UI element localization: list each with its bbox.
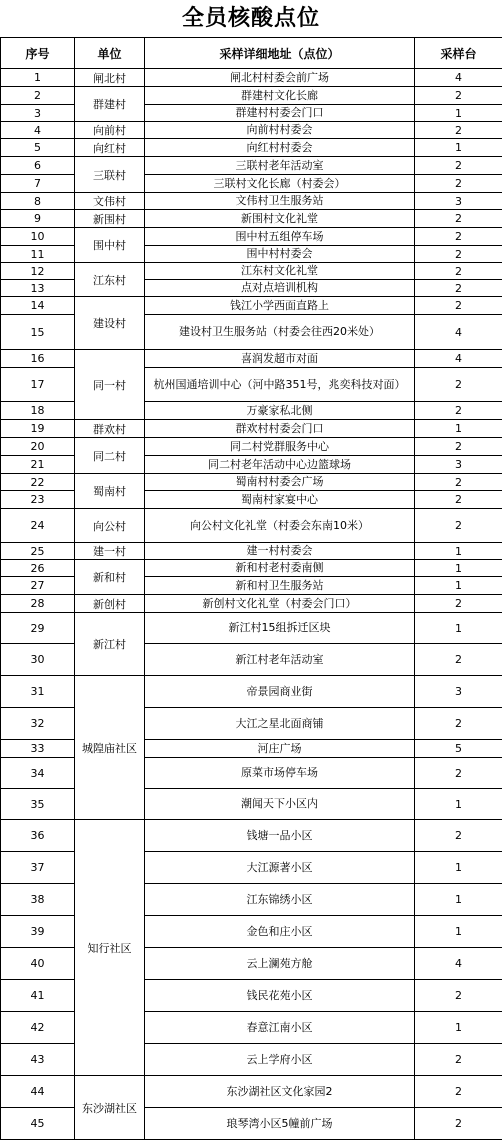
row-number: 19 [1, 420, 75, 438]
row-number: 45 [1, 1108, 75, 1140]
table-row [1, 157, 502, 175]
sampling-address: 群建村文化长廊 [145, 87, 415, 105]
sampling-address: 新围村文化礼堂 [145, 210, 415, 228]
row-number: 42 [1, 1012, 75, 1044]
sampling-station-count: 2 [415, 280, 502, 297]
row-number: 39 [1, 916, 75, 948]
row-number: 6 [1, 157, 75, 175]
unit-name: 城隍庙社区 [75, 676, 145, 820]
row-number: 1 [1, 69, 75, 87]
row-number: 17 [1, 368, 75, 402]
unit-name: 三联村 [75, 157, 145, 193]
row-number: 36 [1, 820, 75, 852]
table-row [1, 297, 502, 315]
sampling-address: 群建村村委会门口 [145, 105, 415, 122]
row-number: 20 [1, 438, 75, 456]
sampling-address: 万豪家私北侧 [145, 402, 415, 420]
sampling-address: 江东村文化礼堂 [145, 263, 415, 280]
sampling-station-count: 2 [415, 87, 502, 105]
row-number: 11 [1, 246, 75, 263]
sampling-address: 潮闻天下小区内 [145, 789, 415, 820]
unit-name: 文伟村 [75, 193, 145, 210]
sampling-address: 新和村卫生服务站 [145, 577, 415, 595]
sampling-station-count: 5 [415, 740, 502, 758]
unit-name: 建一村 [75, 543, 145, 560]
sampling-station-count: 2 [415, 708, 502, 740]
unit-name: 同二村 [75, 438, 145, 474]
table-row [1, 193, 502, 210]
unit-name: 向前村 [75, 122, 145, 139]
sampling-address: 新创村文化礼堂（村委会门口） [145, 595, 415, 613]
row-number: 15 [1, 315, 75, 350]
sampling-address: 杭州国通培训中心（河中路351号，兆奕科技对面） [145, 368, 415, 402]
row-number: 21 [1, 456, 75, 474]
sampling-station-count: 1 [415, 543, 502, 560]
table-row [1, 560, 502, 577]
sampling-station-count: 1 [415, 577, 502, 595]
sampling-station-count: 2 [415, 758, 502, 789]
row-number: 28 [1, 595, 75, 613]
table-row [1, 122, 502, 139]
unit-name: 同一村 [75, 350, 145, 420]
table-row [1, 676, 502, 708]
sampling-address: 文伟村卫生服务站 [145, 193, 415, 210]
row-number: 4 [1, 122, 75, 139]
row-number: 12 [1, 263, 75, 280]
sampling-station-count: 4 [415, 948, 502, 980]
table-row [1, 1076, 502, 1108]
sampling-address: 帝景园商业街 [145, 676, 415, 708]
sampling-address: 新和村老村委南侧 [145, 560, 415, 577]
row-number: 10 [1, 228, 75, 246]
row-number: 38 [1, 884, 75, 916]
table-row [1, 595, 502, 613]
row-number: 27 [1, 577, 75, 595]
sampling-station-count: 1 [415, 916, 502, 948]
unit-name: 群欢村 [75, 420, 145, 438]
unit-name: 新和村 [75, 560, 145, 595]
sampling-address: 春意江南小区 [145, 1012, 415, 1044]
row-number: 35 [1, 789, 75, 820]
sampling-address: 金色和庄小区 [145, 916, 415, 948]
sampling-address: 群欢村村委会门口 [145, 420, 415, 438]
sampling-station-count: 2 [415, 438, 502, 456]
row-number: 26 [1, 560, 75, 577]
sampling-station-count: 1 [415, 560, 502, 577]
sampling-station-count: 2 [415, 491, 502, 509]
table-row [1, 820, 502, 852]
table-row [1, 350, 502, 368]
row-number: 44 [1, 1076, 75, 1108]
sampling-station-count: 2 [415, 228, 502, 246]
sampling-station-count: 2 [415, 297, 502, 315]
unit-name: 围中村 [75, 228, 145, 263]
sampling-station-count: 1 [415, 420, 502, 438]
sampling-station-count: 2 [415, 1076, 502, 1108]
sampling-address: 蜀南村村委会广场 [145, 474, 415, 491]
sampling-station-count: 1 [415, 613, 502, 644]
unit-name: 江东村 [75, 263, 145, 297]
row-number: 25 [1, 543, 75, 560]
sampling-address: 点对点培训机构 [145, 280, 415, 297]
row-number: 43 [1, 1044, 75, 1076]
sampling-station-count: 2 [415, 820, 502, 852]
table-row [1, 210, 502, 228]
unit-name: 东沙湖社区 [75, 1076, 145, 1140]
sampling-station-count: 2 [415, 263, 502, 280]
row-number: 41 [1, 980, 75, 1012]
sampling-address: 新江村15组拆迁区块 [145, 613, 415, 644]
sampling-address: 向公村文化礼堂（村委会东南10米） [145, 509, 415, 543]
row-number: 3 [1, 105, 75, 122]
sampling-station-count: 2 [415, 980, 502, 1012]
unit-name: 新围村 [75, 210, 145, 228]
table-row [1, 438, 502, 456]
row-number: 34 [1, 758, 75, 789]
sampling-address: 琅琴湾小区5幢前广场 [145, 1108, 415, 1140]
unit-name: 向红村 [75, 139, 145, 157]
unit-name: 新江村 [75, 613, 145, 676]
row-number: 14 [1, 297, 75, 315]
sampling-station-count: 2 [415, 1108, 502, 1140]
row-number: 37 [1, 852, 75, 884]
row-number: 32 [1, 708, 75, 740]
sampling-station-count: 2 [415, 246, 502, 263]
sampling-station-count: 1 [415, 105, 502, 122]
sampling-address: 钱塘一品小区 [145, 820, 415, 852]
row-number: 8 [1, 193, 75, 210]
sampling-address: 向前村村委会 [145, 122, 415, 139]
sampling-address: 河庄广场 [145, 740, 415, 758]
row-number: 16 [1, 350, 75, 368]
row-number: 22 [1, 474, 75, 491]
unit-name: 知行社区 [75, 820, 145, 1076]
sampling-address: 喜润发超市对面 [145, 350, 415, 368]
header-address: 采样详细地址（点位） [145, 38, 415, 69]
sampling-address: 闸北村村委会前广场 [145, 69, 415, 87]
table-row [1, 474, 502, 491]
sampling-address: 围中村五组停车场 [145, 228, 415, 246]
sampling-station-count: 1 [415, 852, 502, 884]
unit-name: 蜀南村 [75, 474, 145, 509]
sampling-station-count: 2 [415, 175, 502, 193]
sampling-station-count: 2 [415, 644, 502, 676]
sampling-address: 东沙湖社区文化家园2 [145, 1076, 415, 1108]
sampling-station-count: 1 [415, 139, 502, 157]
sampling-address: 原菜市场停车场 [145, 758, 415, 789]
row-number: 5 [1, 139, 75, 157]
sampling-address: 三联村文化长廊（村委会） [145, 175, 415, 193]
unit-name: 建设村 [75, 297, 145, 350]
sampling-station-count: 2 [415, 1044, 502, 1076]
sampling-address: 云上澜苑方舱 [145, 948, 415, 980]
row-number: 29 [1, 613, 75, 644]
sampling-address: 新江村老年活动室 [145, 644, 415, 676]
table-row [1, 139, 502, 157]
sampling-address: 围中村村委会 [145, 246, 415, 263]
sampling-station-count: 3 [415, 193, 502, 210]
sampling-address: 大江之星北面商铺 [145, 708, 415, 740]
sampling-station-count: 1 [415, 789, 502, 820]
table-row [1, 228, 502, 246]
header-row [1, 38, 502, 69]
row-number: 18 [1, 402, 75, 420]
row-number: 13 [1, 280, 75, 297]
sampling-address: 大江源著小区 [145, 852, 415, 884]
sampling-address: 建设村卫生服务站（村委会往西20米处） [145, 315, 415, 350]
sampling-station-count: 2 [415, 595, 502, 613]
sampling-address: 江东锦绣小区 [145, 884, 415, 916]
unit-name: 闸北村 [75, 69, 145, 87]
row-number: 33 [1, 740, 75, 758]
table-row [1, 87, 502, 105]
unit-name: 向公村 [75, 509, 145, 543]
row-number: 23 [1, 491, 75, 509]
sampling-station-count: 2 [415, 368, 502, 402]
table-row [1, 420, 502, 438]
table-row [1, 543, 502, 560]
sampling-address: 钱江小学西面直路上 [145, 297, 415, 315]
row-number: 30 [1, 644, 75, 676]
table-row [1, 69, 502, 87]
sampling-address: 向红村村委会 [145, 139, 415, 157]
unit-name: 群建村 [75, 87, 145, 122]
sampling-station-count: 2 [415, 509, 502, 543]
row-number: 31 [1, 676, 75, 708]
header-no: 序号 [1, 38, 75, 69]
sampling-address: 同二村党群服务中心 [145, 438, 415, 456]
sampling-address: 云上学府小区 [145, 1044, 415, 1076]
row-number: 24 [1, 509, 75, 543]
row-number: 7 [1, 175, 75, 193]
table-body [1, 69, 502, 1140]
table-row [1, 613, 502, 644]
sampling-address: 建一村村委会 [145, 543, 415, 560]
sampling-address: 同二村老年活动中心边篮球场 [145, 456, 415, 474]
row-number: 2 [1, 87, 75, 105]
sampling-station-count: 2 [415, 210, 502, 228]
sampling-address: 钱民花苑小区 [145, 980, 415, 1012]
sampling-station-count: 1 [415, 884, 502, 916]
sampling-station-count: 3 [415, 456, 502, 474]
sampling-station-count: 3 [415, 676, 502, 708]
sampling-station-count: 2 [415, 157, 502, 175]
sampling-station-count: 1 [415, 1012, 502, 1044]
row-number: 9 [1, 210, 75, 228]
page-title: 全员核酸点位 [181, 6, 320, 31]
sampling-station-count: 4 [415, 350, 502, 368]
sampling-station-count: 2 [415, 402, 502, 420]
sampling-station-count: 2 [415, 122, 502, 139]
header-unit: 单位 [75, 38, 145, 69]
unit-name: 新创村 [75, 595, 145, 613]
sampling-points-table [0, 37, 502, 1140]
table-row [1, 263, 502, 280]
header-count: 采样台 [415, 38, 502, 69]
row-number: 40 [1, 948, 75, 980]
sampling-station-count: 2 [415, 474, 502, 491]
sampling-station-count: 4 [415, 315, 502, 350]
sampling-address: 三联村老年活动室 [145, 157, 415, 175]
sampling-station-count: 4 [415, 69, 502, 87]
sampling-address: 蜀南村家宴中心 [145, 491, 415, 509]
table-row [1, 509, 502, 543]
